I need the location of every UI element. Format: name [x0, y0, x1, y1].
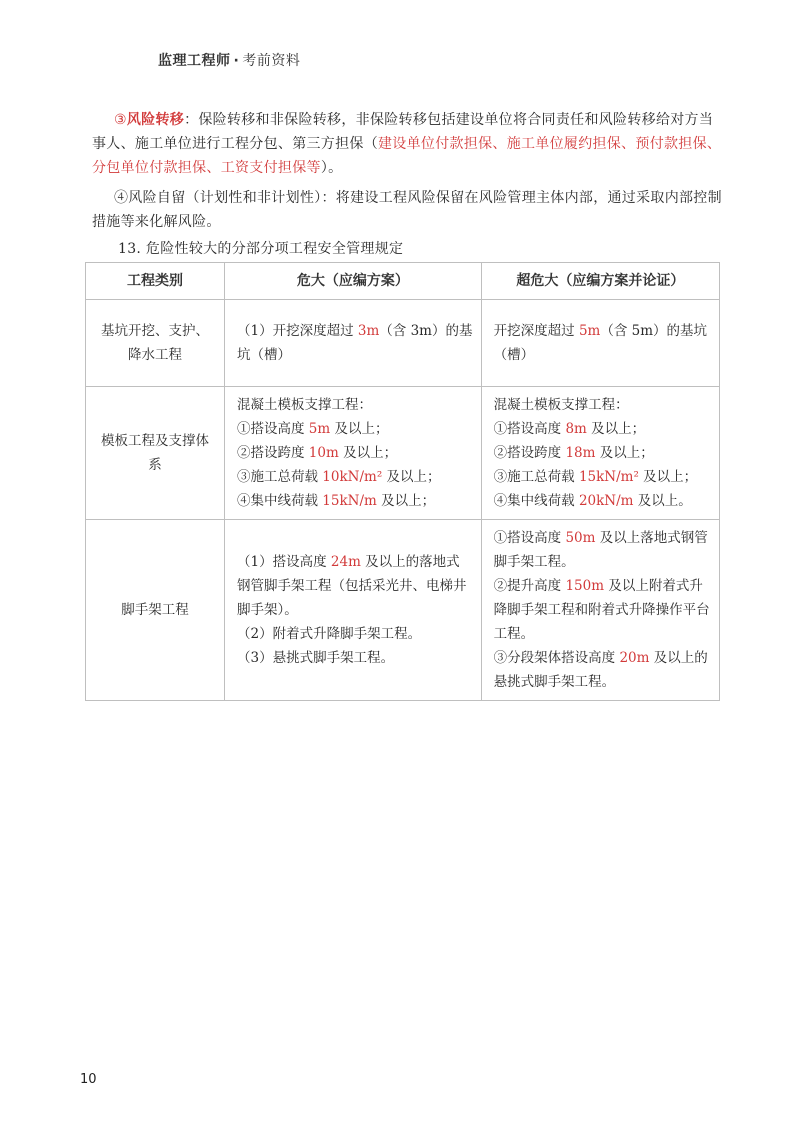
table-caption: 13. 危险性较大的分部分项工程安全管理规定 — [118, 241, 404, 257]
line-intro: 混凝土模板支撑工程： — [493, 397, 629, 413]
danger-cell — [225, 387, 482, 520]
line: ②搭设跨度 10m 及以上； — [237, 445, 398, 461]
p1-text1: ：保险转移和非保险转移，非保险转移包括建设单位将合同责任和风险转移给对方当事人、施工单位进行工程分包、第三方担保（ — [92, 112, 714, 152]
text: （含 3m）的基坑（槽） — [237, 323, 473, 363]
category-formwork: 模板工程及支撑体系 — [86, 387, 225, 520]
super-danger-cell — [481, 387, 719, 520]
line: ③施工总荷载 15kN/m² 及以上； — [493, 469, 698, 485]
text: （含 5m）的基坑（槽） — [493, 323, 708, 363]
super-danger-cell — [481, 300, 719, 387]
text: （1）开挖深度超过 — [237, 323, 358, 339]
line: ④集中线荷载 20kN/m 及以上。 — [493, 493, 692, 509]
table-row — [86, 520, 720, 701]
line: ①搭设高度 5m 及以上； — [237, 421, 389, 437]
danger-cell — [225, 300, 482, 387]
page-header — [158, 50, 300, 70]
page-number: 10 — [80, 1072, 97, 1087]
line: ①搭设高度 8m 及以上； — [493, 421, 646, 437]
dangerous-works-table — [85, 262, 720, 701]
line: （3）悬挑式脚手架工程。 — [237, 650, 395, 666]
paragraph-risk-transfer — [92, 108, 722, 180]
value: 3m — [357, 323, 380, 339]
line: ③分段架体搭设高度 20m 及以上的悬挑式脚手架工程。 — [493, 650, 708, 690]
header-dot: · — [233, 53, 240, 69]
super-danger-cell — [481, 520, 719, 701]
header-super-danger: 超危大（应编方案并论证） — [481, 263, 719, 300]
line: （1）搭设高度 24m 及以上的落地式钢管脚手架工程（包括采光井、电梯井脚手架）。 — [237, 554, 467, 618]
paragraph-risk-retention: ④风险自留（计划性和非计划性）：将建设工程风险保留在风险管理主体内部，通过采取内部控制措施等来化解风险。 — [92, 190, 722, 230]
p1-number: ③ — [114, 112, 127, 128]
header-danger: 危大（应编方案） — [225, 263, 482, 300]
header-subtitle: 考前资料 — [242, 53, 301, 69]
line: ④集中线荷载 15kN/m 及以上； — [237, 493, 436, 509]
value: 5m — [578, 323, 601, 339]
line-intro: 混凝土模板支撑工程： — [237, 397, 372, 413]
category-foundation-pit: 基坑开挖、支护、降水工程 — [86, 300, 225, 387]
header-category: 工程类别 — [86, 263, 225, 300]
p1-text2: ）。 — [320, 160, 343, 176]
header-title: 监理工程师 — [158, 53, 231, 69]
category-scaffolding: 脚手架工程 — [86, 520, 225, 701]
p1-red-list: 建设单位付款担保、施工单位履约担保、预付款担保、分包单位付款担保、工资支付担保等 — [92, 136, 722, 176]
p1-term: 风险转移 — [126, 112, 185, 128]
line: （2）附着式升降脚手架工程。 — [237, 626, 422, 642]
danger-cell — [225, 520, 482, 701]
line: ②搭设跨度 18m 及以上； — [493, 445, 654, 461]
table-row — [86, 300, 720, 387]
line: ①搭设高度 50m 及以上落地式钢管脚手架工程。 — [493, 530, 708, 570]
line: ③施工总荷载 10kN/m² 及以上； — [237, 469, 441, 485]
line: ②提升高度 150m 及以上附着式升降脚手架工程和附着式升降操作平台工程。 — [493, 578, 710, 642]
table-row — [86, 387, 720, 520]
table-header-row — [86, 263, 720, 300]
text: 开挖深度超过 — [493, 323, 579, 339]
